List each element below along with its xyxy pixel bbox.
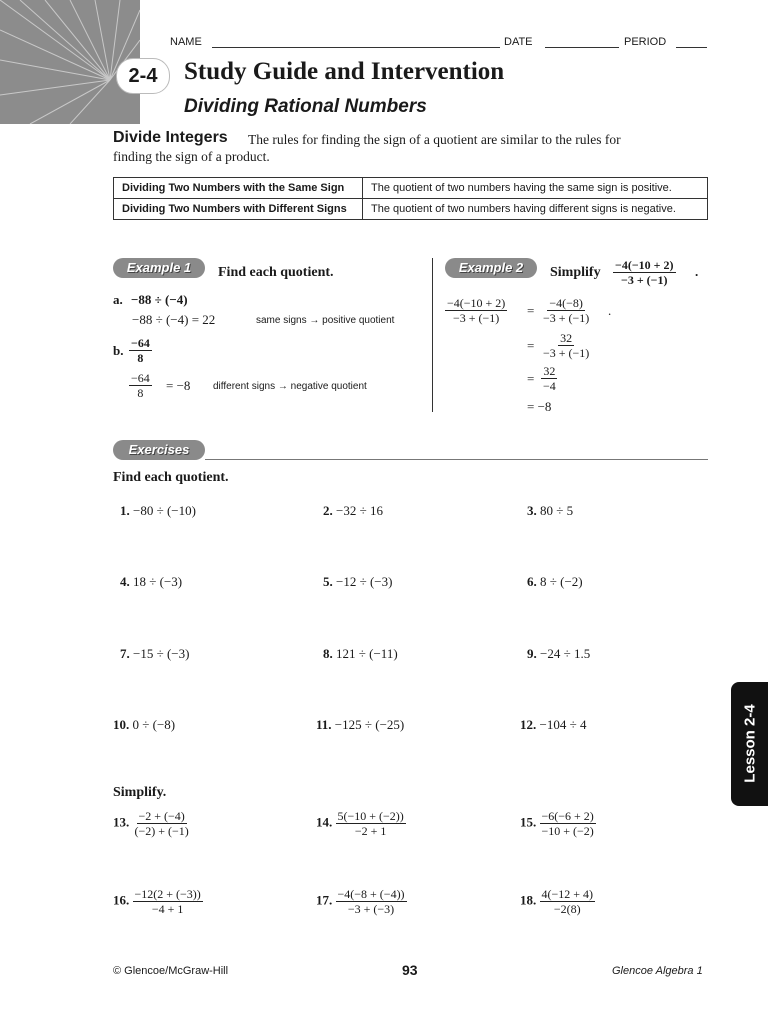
example-2-step-2 — [541, 331, 591, 360]
fraction-denominator: −4 — [543, 379, 556, 393]
example-1b-result: = −8 — [166, 378, 191, 393]
examples-divider — [432, 258, 433, 412]
fraction-denominator: 8 — [137, 386, 144, 400]
footer-copyright: © Glencoe/McGraw-Hill — [113, 965, 229, 977]
rule-description: The quotient of two numbers having the same sign is positive. — [363, 178, 708, 199]
fraction-denominator: −3 + (−1) — [543, 311, 590, 325]
exercise-item: 12. −104 ÷ 4 — [520, 717, 587, 732]
exercise-item: 2. −32 ÷ 16 — [323, 503, 383, 518]
exercise-item: 9. −24 ÷ 1.5 — [527, 646, 591, 661]
exercises-instruction: Find each quotient. — [113, 470, 229, 485]
intro-text-line-2: finding the sign of a product. — [113, 149, 270, 164]
exercise-item: 13. $\frac{-2 + (-4)}{(-2) + (-1)}$ — [113, 809, 189, 838]
example-1a-note: same signs → positive quotient — [256, 315, 395, 326]
exercise-item: 15. $\frac{-6(-6 + 2)}{-10 + (-2)}$ — [520, 809, 594, 838]
equals-sign: = — [527, 303, 535, 318]
example-1b-work-fraction — [129, 371, 152, 400]
table-row — [114, 199, 708, 220]
example-1b-label: b. — [113, 343, 124, 358]
rule-name: Dividing Two Numbers with the Same Sign — [114, 178, 363, 199]
sign-rules-table — [113, 177, 708, 220]
exercise-item: 1. −80 ÷ (−10) — [120, 503, 196, 518]
exercise-item: 18. $\frac{4(-12 + 4)}{-2(8)}$ — [520, 887, 594, 916]
exercise-item: 8. 121 ÷ (−11) — [323, 646, 398, 661]
exercise-item: 5. −12 ÷ (−3) — [323, 574, 393, 589]
exercise-item: 3. 80 ÷ 5 — [527, 503, 574, 518]
period-label: PERIOD — [624, 36, 667, 48]
fraction-numerator: −4(−10 + 2) — [447, 296, 506, 310]
equals-sign: = — [527, 338, 535, 353]
intro-text-line-1: The rules for finding the sign of a quotient are similar to the rules for — [248, 132, 621, 147]
exercise-item: 16. $\frac{-12(2 + (-3))}{-4 + 1}$ — [113, 887, 201, 916]
name-blank — [212, 38, 500, 48]
name-label: NAME — [170, 36, 202, 48]
example-1b-note: different signs → negative quotient — [213, 381, 367, 392]
fraction-numerator: 32 — [560, 331, 573, 345]
fraction-denominator: −3 + (−1) — [453, 311, 500, 325]
exercise-item: 4. 18 ÷ (−3) — [120, 574, 183, 589]
table-row — [114, 178, 708, 199]
example-1a-problem: −88 ÷ (−4) — [131, 292, 188, 307]
example-1b-fraction — [129, 336, 152, 365]
example-1a-label: a. — [113, 292, 123, 307]
header-corner-graphic — [0, 0, 140, 124]
exercise-item: 6. 8 ÷ (−2) — [527, 574, 583, 589]
fraction-numerator: −4(−10 + 2) — [615, 258, 674, 272]
lesson-side-tab-label: Lesson 2-4 — [741, 704, 759, 783]
light-rays-graphic — [0, 0, 140, 124]
exercises-rule — [205, 459, 708, 460]
exercise-item: 17. $\frac{-4(-8 + (-4))}{-3 + (-3)}$ — [316, 887, 405, 916]
section-heading: Divide Integers — [113, 129, 228, 146]
example-2-prompt: Simplify — [550, 265, 601, 280]
fraction-denominator: 8 — [137, 351, 144, 365]
period-blank — [676, 38, 707, 48]
footer-book-title: Glencoe Algebra 1 — [612, 965, 703, 977]
exercise-item: 14. $\frac{5(-10 + (-2))}{-2 + 1}$ — [316, 809, 404, 838]
page-subtitle: Dividing Rational Numbers — [184, 96, 427, 117]
example-2-period: . — [695, 264, 699, 279]
lesson-number-badge: 2-4 — [116, 58, 170, 94]
date-label: DATE — [504, 36, 533, 48]
fraction-denominator: −3 + (−1) — [543, 346, 590, 360]
rule-name: Dividing Two Numbers with Different Signs — [114, 199, 363, 220]
fraction-denominator: −3 + (−1) — [621, 273, 668, 287]
date-blank — [545, 38, 619, 48]
footer-page-number: 93 — [402, 962, 418, 978]
exercise-item: 11. −125 ÷ (−25) — [316, 717, 405, 732]
rule-description: The quotient of two numbers having different signs is negative. — [363, 199, 708, 220]
example-2-expression-restated — [445, 296, 507, 325]
simplify-heading: Simplify. — [113, 785, 167, 800]
example-2-final: = −8 — [527, 399, 552, 414]
example-1-prompt: Find each quotient. — [218, 265, 334, 280]
example-1a-work: −88 ÷ (−4) = 22 — [132, 312, 216, 327]
example-2-step-3 — [541, 364, 558, 393]
fraction-numerator: −64 — [131, 336, 150, 350]
example-2-period: . — [608, 303, 612, 318]
exercise-item: 10. 0 ÷ (−8) — [113, 717, 176, 732]
example-1-pill: Example 1 — [113, 258, 205, 278]
exercise-item: 7. −15 ÷ (−3) — [120, 646, 190, 661]
example-2-step-1 — [541, 296, 591, 325]
fraction-numerator: −64 — [131, 371, 150, 385]
exercises-pill: Exercises — [113, 440, 205, 460]
fraction-numerator: −4(−8) — [549, 296, 583, 310]
example-2-expression — [613, 258, 676, 287]
fraction-numerator: 32 — [543, 364, 556, 378]
example-2-pill: Example 2 — [445, 258, 537, 278]
page-title: Study Guide and Intervention — [184, 58, 505, 85]
equals-sign: = — [527, 371, 535, 386]
